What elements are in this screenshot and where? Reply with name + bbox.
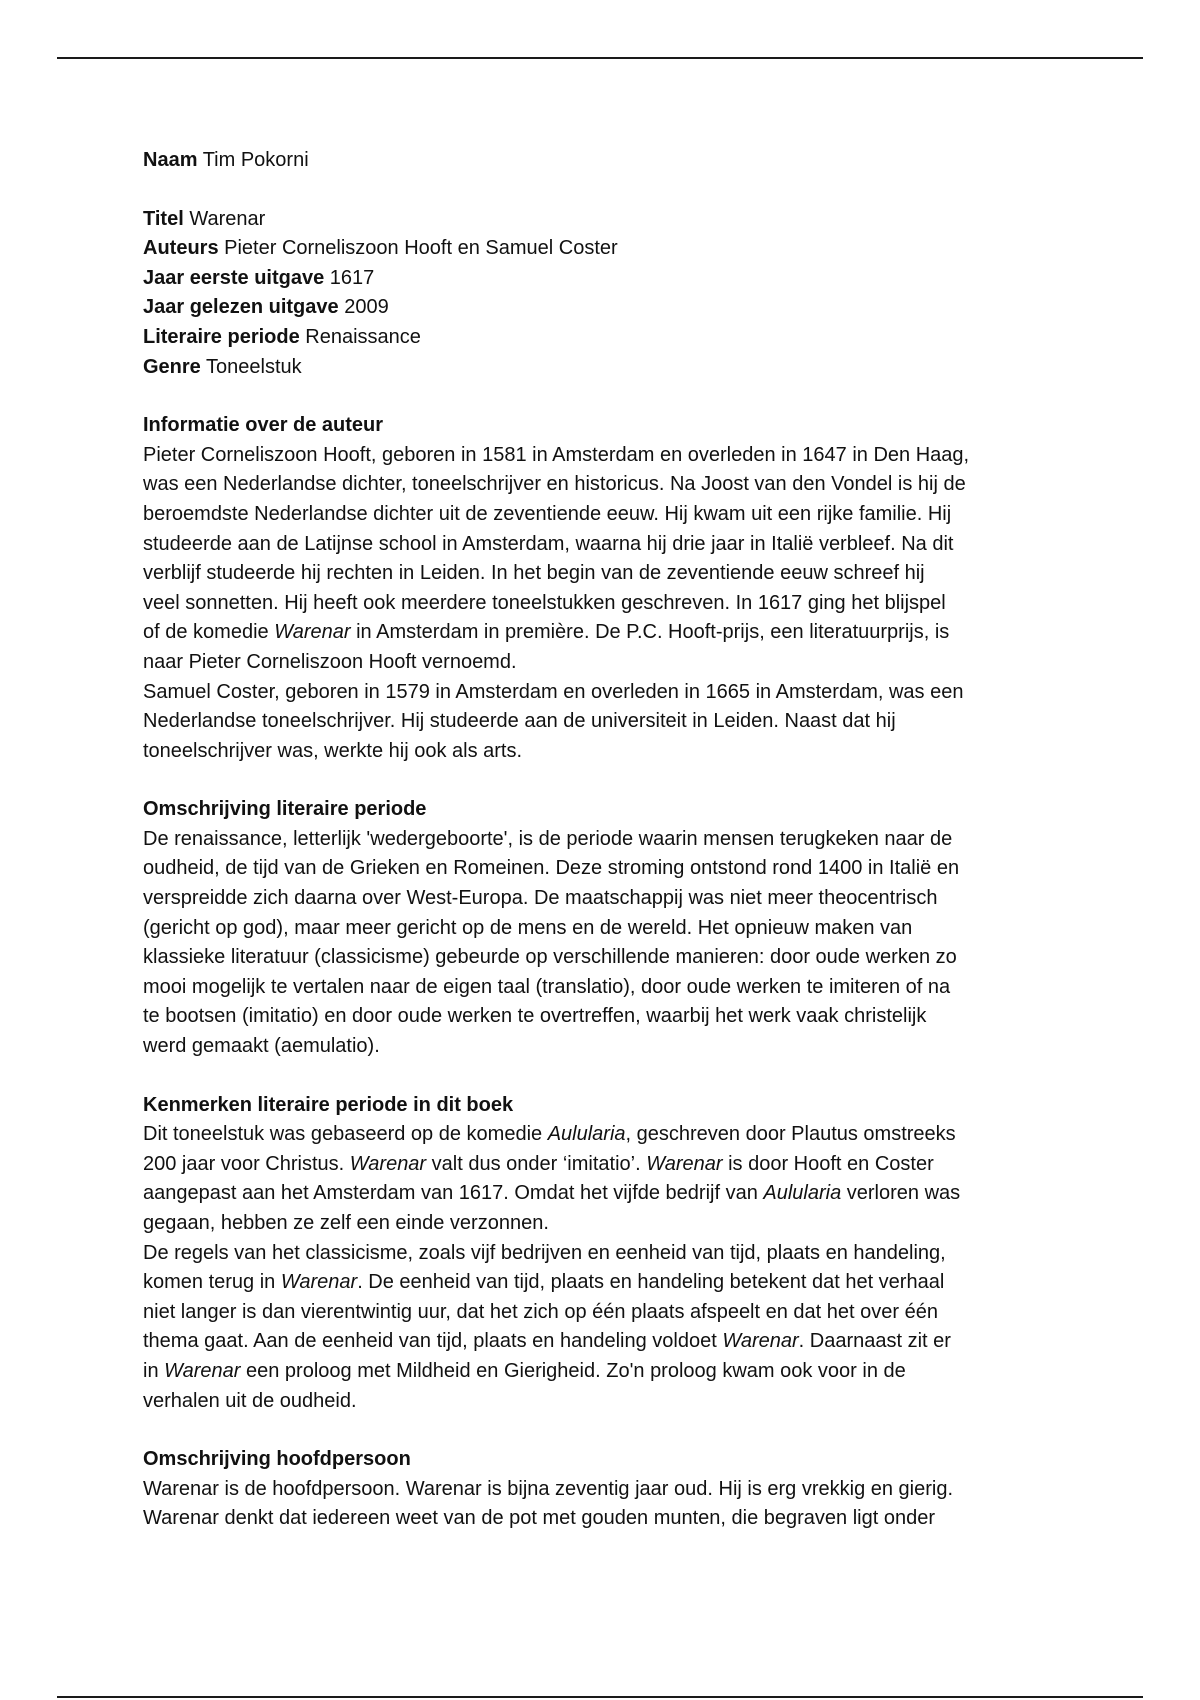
italic-title: Warenar xyxy=(722,1330,799,1353)
italic-title: Warenar xyxy=(280,1271,358,1294)
title-line xyxy=(143,205,1063,235)
paragraph-line: te bootsen (imitatio) en door oude werken te overtreffen, waarbij het werk vaak christelijk xyxy=(143,1005,927,1028)
features-section xyxy=(143,1091,1063,1417)
period-heading-text: Omschrijving literaire periode xyxy=(143,798,427,821)
first-edition-line xyxy=(143,264,1063,294)
paragraph-line: klassieke literatuur (classicisme) gebeurde op verschillende manieren: door oude werken zo xyxy=(143,946,957,969)
paragraph-line: studeerde aan de Latijnse school in Amsterdam, waarna hij drie jaar in Italië verbleef. Na dit xyxy=(143,532,954,555)
paragraph-line: beroemdste Nederlandse dichter uit de zeventiende eeuw. Hij kwam uit een rijke familie. Hij xyxy=(143,502,952,525)
genre-label: Genre xyxy=(143,355,201,378)
text-run: een proloog met Mildheid en Gierigheid. Zo'n proloog kwam ook voor in de xyxy=(240,1359,906,1382)
paragraph-line: veel sonnetten. Hij heeft ook meerdere toneelstukken geschreven. In 1617 ging het blijspel xyxy=(143,591,946,614)
name-value: Tim Pokorni xyxy=(202,149,309,171)
text-run: , geschreven door Plautus omstreeks xyxy=(625,1123,956,1146)
italic-title: Warenar xyxy=(646,1152,723,1175)
read-edition-line xyxy=(143,293,1063,323)
period-section xyxy=(143,795,1063,1061)
paragraph-line: verhalen uit de oudheid. xyxy=(143,1389,357,1412)
author-heading xyxy=(143,411,1063,441)
genre-line xyxy=(143,353,1063,383)
text-run: . De eenheid van tijd, plaats en handeling betekent dat het verhaal xyxy=(357,1271,945,1294)
document-body xyxy=(143,146,1063,1534)
text-run: verloren was xyxy=(841,1182,961,1205)
paragraph-line xyxy=(143,1179,1063,1209)
paragraph-line xyxy=(143,618,1063,648)
italic-title: Warenar xyxy=(164,1359,241,1382)
text-run: valt dus onder ‘imitatio’. xyxy=(426,1152,647,1175)
italic-title: Warenar xyxy=(274,621,351,644)
paragraph-line: werd gemaakt (aemulatio). xyxy=(143,1035,380,1058)
text-run: of de komedie xyxy=(143,621,275,644)
read-edition-label: Jaar gelezen uitgave xyxy=(143,296,339,319)
authors-label: Auteurs xyxy=(143,237,219,260)
italic-title: Aulularia xyxy=(763,1182,842,1205)
paragraph-line: Warenar denkt dat iedereen weet van de pot met gouden munten, die begraven ligt onder xyxy=(143,1507,936,1530)
title-value: Warenar xyxy=(189,207,266,230)
read-edition-value: 2009 xyxy=(344,296,389,319)
period-label: Literaire periode xyxy=(143,325,300,348)
paragraph-line: Samuel Coster, geboren in 1579 in Amsterdam en overleden in 1665 in Amsterdam, was een xyxy=(143,680,964,703)
authors-line xyxy=(143,234,1063,264)
period-heading xyxy=(143,795,1063,825)
title-label: Titel xyxy=(143,207,184,230)
name-line xyxy=(143,146,1063,176)
text-run: Dit toneelstuk was gebaseerd op de komedie xyxy=(143,1123,548,1146)
text-run: . Daarnaast zit er xyxy=(798,1330,951,1353)
paragraph-line xyxy=(143,1357,1063,1387)
author-section xyxy=(143,411,1063,766)
paragraph-line: De renaissance, letterlijk 'wedergeboorte', is de periode waarin mensen terugkeken naar de xyxy=(143,827,953,850)
paragraph-line: was een Nederlandse dichter, toneelschrijver en historicus. Na Joost van den Vondel is hij de xyxy=(143,473,966,496)
text-run: in xyxy=(143,1359,165,1382)
genre-value: Toneelstuk xyxy=(206,355,302,378)
italic-title: Warenar xyxy=(349,1152,427,1175)
paragraph-line: De regels van het classicisme, zoals vijf bedrijven en eenheid van tijd, plaats en handeling, xyxy=(143,1241,946,1264)
paragraph-line xyxy=(143,1268,1063,1298)
text-run: aangepast aan het Amsterdam van 1617. Omdat het vijfde bedrijf van xyxy=(143,1182,764,1205)
paragraph-line: Warenar is de hoofdpersoon. Warenar is bijna zeventig jaar oud. Hij is erg vrekkig en gierig. xyxy=(143,1477,954,1500)
protagonist-heading xyxy=(143,1445,1063,1475)
authors-value: Pieter Corneliszoon Hooft en Samuel Coster xyxy=(224,237,618,260)
text-run: komen terug in xyxy=(143,1271,281,1294)
paragraph-line: verblijf studeerde hij rechten in Leiden. In het begin van de zeventiende eeuw schreef hij xyxy=(143,562,925,585)
name-label: Naam xyxy=(143,149,198,171)
paragraph-line: gegaan, hebben ze zelf een einde verzonnen. xyxy=(143,1212,549,1234)
paragraph-line: Pieter Corneliszoon Hooft, geboren in 1581 in Amsterdam en overleden in 1647 in Den Haag, xyxy=(143,443,970,466)
features-heading xyxy=(143,1091,1063,1121)
paragraph-line: verspreidde zich daarna over West-Europa. De maatschappij was niet meer theocentrisch xyxy=(143,887,938,910)
paragraph-line: Nederlandse toneelschrijver. Hij studeerde aan de universiteit in Leiden. Naast dat hij xyxy=(143,710,896,733)
paragraph-line xyxy=(143,1120,1063,1150)
period-line xyxy=(143,323,1063,353)
period-value: Renaissance xyxy=(305,325,421,348)
italic-title: Aulularia xyxy=(547,1123,626,1146)
paragraph-line: niet langer is dan vierentwintig uur, dat het zich op één plaats afspeelt en dat het over één xyxy=(143,1300,938,1323)
text-run: is door Hooft en Coster xyxy=(722,1152,934,1175)
paragraph-line: toneelschrijver was, werkte hij ook als arts. xyxy=(143,739,523,762)
paragraph-line xyxy=(143,1327,1063,1357)
paragraph-line: oudheid, de tijd van de Grieken en Romeinen. Deze stroming ontstond rond 1400 in Italië en xyxy=(143,857,960,880)
paragraph-line xyxy=(143,1150,1063,1180)
paragraph-line: (gericht op god), maar meer gericht op de mens en de wereld. Het opnieuw maken van xyxy=(143,916,913,939)
text-run: in Amsterdam in première. De P.C. Hooft-prijs, een literatuurprijs, is xyxy=(350,621,950,644)
first-edition-label: Jaar eerste uitgave xyxy=(143,266,325,289)
protagonist-heading-text: Omschrijving hoofdpersoon xyxy=(143,1448,411,1471)
features-heading-text: Kenmerken literaire periode in dit boek xyxy=(143,1093,514,1116)
book-metadata xyxy=(143,205,1063,383)
protagonist-section xyxy=(143,1445,1063,1534)
paragraph-line: mooi mogelijk te vertalen naar de eigen taal (translatio), door oude werken te imiteren of na xyxy=(143,975,951,998)
paragraph-line: naar Pieter Corneliszoon Hooft vernoemd. xyxy=(143,650,517,673)
text-run: 200 jaar voor Christus. xyxy=(143,1152,350,1175)
text-run: thema gaat. Aan de eenheid van tijd, plaats en handeling voldoet xyxy=(143,1330,723,1353)
header-rule xyxy=(57,57,1143,59)
first-edition-value: 1617 xyxy=(329,266,375,289)
footer-rule xyxy=(57,1696,1143,1698)
author-heading-text: Informatie over de auteur xyxy=(143,414,384,437)
